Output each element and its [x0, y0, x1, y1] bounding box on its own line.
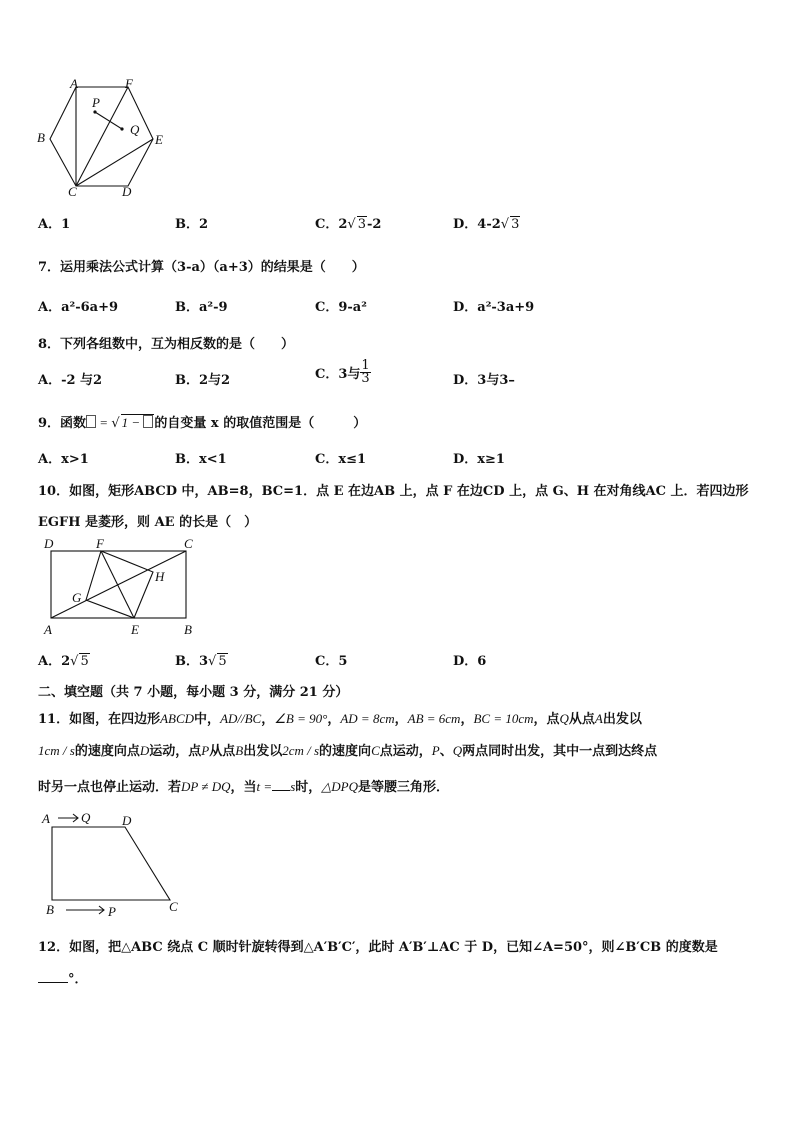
- q8-option-d: D．3与3–: [453, 373, 515, 388]
- answer-blank: [272, 778, 290, 791]
- label-g: G: [72, 590, 82, 605]
- label-a: A: [42, 811, 50, 826]
- q10-option-d: D．6: [453, 654, 487, 669]
- label-a: A: [44, 622, 52, 637]
- label-c: C: [68, 184, 77, 199]
- label-d: D: [122, 813, 132, 828]
- q7-option-d: D．a²-3a+9: [453, 300, 535, 315]
- label-b: B: [37, 130, 45, 145]
- section-title: 二、填空题（共 7 小题，每小题 3 分，满分 21 分）: [38, 685, 349, 700]
- sqrt-symbol: √: [70, 654, 79, 669]
- q9-stem: 9．函数 = √ 1 − 的自变量 x 的取值范围是（ ）: [38, 415, 367, 431]
- label-a: A: [70, 76, 78, 91]
- label-b: B: [46, 902, 54, 917]
- trapezoid-figure: [36, 808, 186, 920]
- q12-line2: °．: [38, 968, 88, 987]
- q6-option-a: A．1: [38, 217, 71, 232]
- sqrt-symbol: √: [208, 654, 217, 669]
- q10-line1: 10．如图，矩形ABCD 中，AB=8，BC=1．点 E 在边AB 上，点 F 在边CD 上，点 G、H 在对角线AC 上．若四边形: [38, 484, 749, 499]
- q6-option-b: B．2: [175, 217, 209, 232]
- label-b: B: [184, 622, 192, 637]
- q8-option-a: A．-2 与2: [38, 373, 103, 388]
- q8-option-c: C．3与 $\frac{1}{3}$: [315, 358, 370, 386]
- rectangle-figure: [36, 534, 206, 638]
- label-q: Q: [130, 122, 140, 137]
- label-c: C: [169, 899, 178, 914]
- label-p: P: [92, 95, 100, 110]
- q6-option-c: C．2√ 3-2: [315, 217, 382, 232]
- q7-option-a: A．a²-6a+9: [38, 300, 119, 315]
- q10-option-a: A．2√ 5: [38, 654, 89, 669]
- label-f: F: [96, 536, 104, 551]
- q10-option-b: B．3√ 5: [175, 654, 227, 669]
- missing-glyph-icon: [143, 415, 153, 428]
- q7-stem: 7．运用乘法公式计算（3-a）（a+3）的结果是（ ）: [38, 260, 365, 275]
- label-p: P: [108, 904, 116, 919]
- label-e: E: [155, 132, 163, 147]
- label-q: Q: [81, 810, 91, 825]
- sqrt-symbol: √: [347, 217, 356, 232]
- q7-option-c: C．9-a²: [315, 300, 367, 315]
- sqrt-symbol: √: [111, 416, 120, 431]
- label-f: F: [125, 76, 133, 91]
- hexagon-figure: [30, 76, 180, 200]
- label-c: C: [184, 536, 193, 551]
- q11-line2: 1cm / s的速度向点D运动，点P从点B出发以2cm / s的速度向C点运动，P、Q两点同时出发，其中一点到达终点: [38, 743, 658, 759]
- sqrt-symbol: √: [500, 217, 510, 232]
- label-d: D: [122, 184, 132, 199]
- q7-option-b: B．a²-9: [175, 300, 228, 315]
- q8-stem: 8．下列各组数中，互为相反数的是（ ）: [38, 337, 295, 352]
- label-h: H: [155, 569, 165, 584]
- fraction: $\frac{1}{3}$: [361, 358, 370, 386]
- label-d: D: [44, 536, 54, 551]
- q9-option-a: A．x>1: [38, 452, 89, 467]
- q6-option-d: D．4-2√ 3: [453, 217, 520, 232]
- q9-option-b: B．x<1: [175, 452, 227, 467]
- q11-line3: 时另一点也停止运动．若DP ≠ DQ，当t = s时，△DPQ是等腰三角形．: [38, 779, 449, 795]
- q11-line1: 11．如图，在四边形ABCD中，AD//BC，∠B = 90°，AD = 8cm，AB = 6cm，BC = 10cm，点Q从点A出发以: [38, 711, 642, 727]
- q9-option-d: D．x≥1: [453, 452, 505, 467]
- answer-blank: [38, 970, 68, 983]
- q8-option-b: B．2与2: [175, 373, 231, 388]
- q12-line1: 12．如图，把△ABC 绕点 C 顺时针旋转得到△A′B′C′，此时 A′B′⊥AC 于 D，已知∠A=50°，则∠B′CB 的度数是: [38, 940, 718, 955]
- label-e: E: [131, 622, 139, 637]
- q9-option-c: C．x≤1: [315, 452, 367, 467]
- q10-line2: EGFH 是菱形，则 AE 的长是（ ）: [38, 515, 258, 530]
- missing-glyph-icon: [86, 415, 96, 428]
- q10-option-c: C．5: [315, 654, 348, 669]
